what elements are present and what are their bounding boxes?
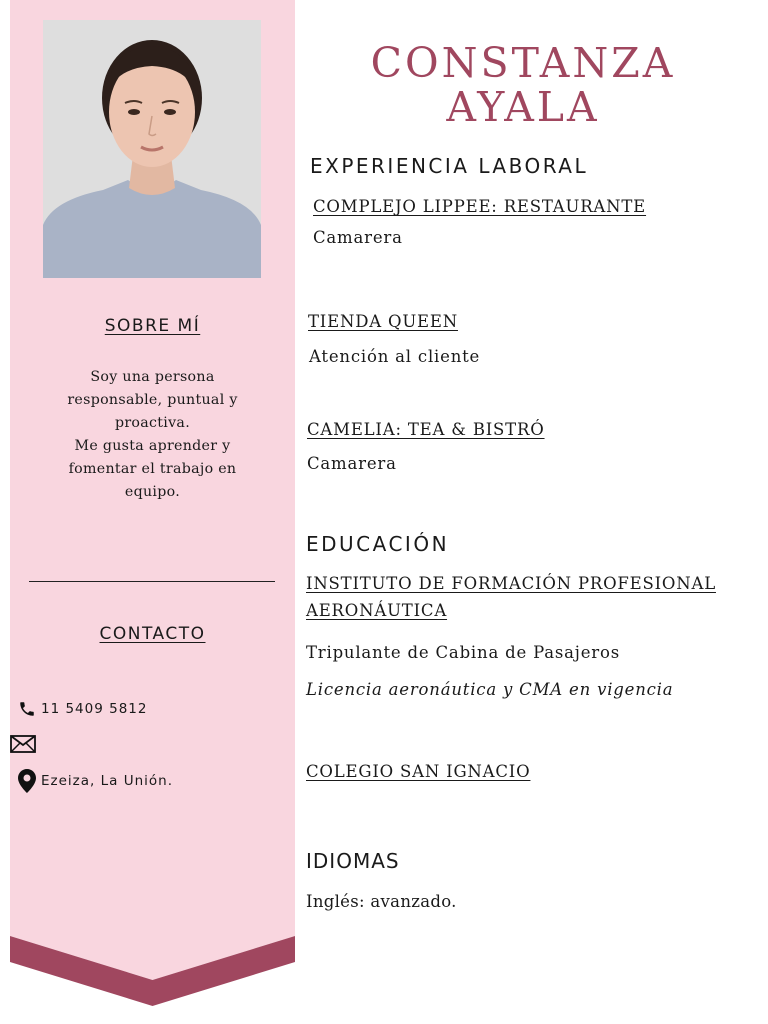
- about-heading: SOBRE MÍ: [104, 316, 201, 336]
- profile-photo: [43, 20, 261, 278]
- about-line: responsable, puntual y: [67, 392, 238, 408]
- contact-email: [10, 733, 39, 755]
- education-note: Licencia aeronáutica y CMA en vigencia: [306, 680, 674, 699]
- about-line: Me gusta aprender y: [74, 438, 231, 454]
- about-line: Soy una persona: [90, 369, 215, 385]
- about-line: proactiva.: [114, 415, 191, 431]
- about-text: [50, 366, 255, 504]
- contact-location: [16, 770, 173, 792]
- phone-icon: [16, 698, 38, 720]
- phone-number[interactable]: 11 5409 5812: [41, 701, 148, 717]
- contact-heading: CONTACTO: [99, 624, 206, 644]
- language-item: Inglés: avanzado.: [306, 892, 457, 911]
- education-role: Tripulante de Cabina de Pasajeros: [306, 643, 620, 662]
- sidebar: [10, 0, 295, 1006]
- experience-role: Atención al cliente: [309, 347, 481, 366]
- experience-role: Camarera: [307, 454, 397, 473]
- languages-heading: IDIOMAS: [306, 849, 400, 873]
- envelope-icon: [10, 733, 36, 755]
- sidebar-divider: [29, 581, 275, 582]
- about-line: fomentar el trabajo en: [68, 461, 237, 477]
- about-line: equipo.: [124, 484, 181, 500]
- location-text: Ezeiza, La Unión.: [41, 773, 173, 789]
- contact-phone: [16, 698, 147, 720]
- location-pin-icon: [16, 770, 38, 792]
- education-org-continued: AERONÁUTICA: [306, 601, 448, 620]
- name-last: AYALA: [446, 83, 600, 131]
- name-first: CONSTANZA: [370, 39, 676, 87]
- education-org: COLEGIO SAN IGNACIO: [306, 762, 531, 781]
- experience-org: CAMELIA: TEA & BISTRÓ: [307, 420, 545, 439]
- experience-org: TIENDA QUEEN: [308, 312, 458, 331]
- experience-org: COMPLEJO LIPPEE: RESTAURANTE: [313, 197, 647, 216]
- education-heading: EDUCACIÓN: [306, 532, 450, 556]
- education-org: INSTITUTO DE FORMACIÓN PROFESIONAL: [306, 574, 716, 593]
- experience-role: Camarera: [313, 228, 403, 247]
- experience-heading: EXPERIENCIA LABORAL: [310, 154, 589, 178]
